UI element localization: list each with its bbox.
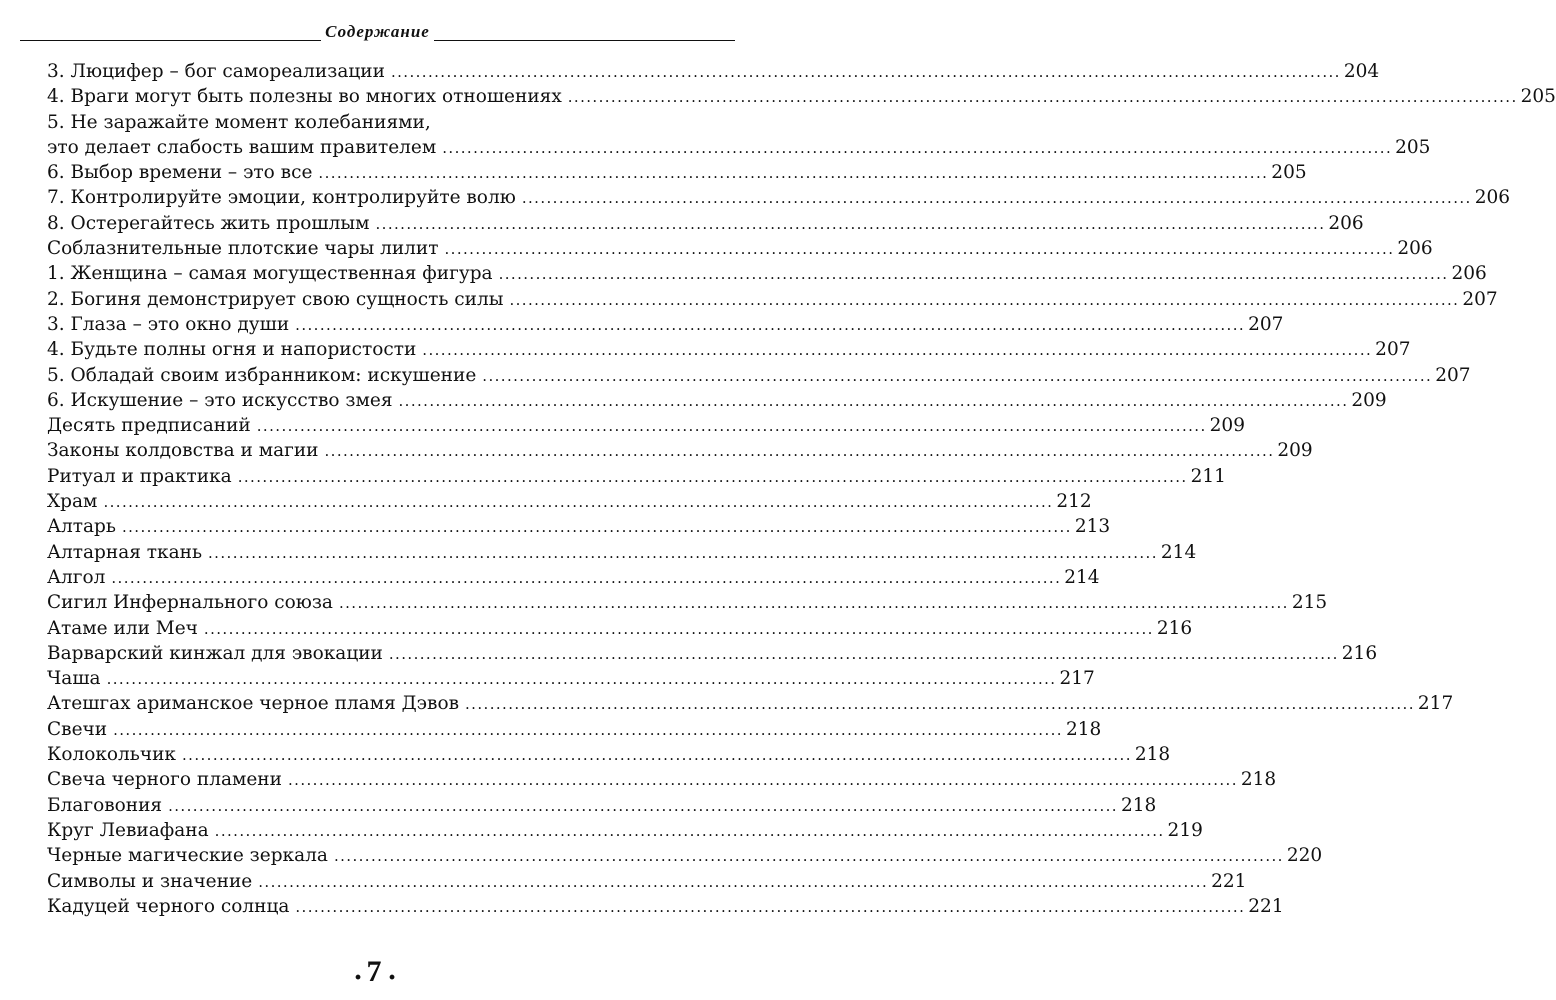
toc-entry	[47, 717, 1102, 742]
toc-entry-page: 214	[1064, 566, 1100, 588]
toc-leader-dots	[182, 743, 1132, 768]
toc-entry-label: Свечи	[47, 718, 108, 740]
toc-leader-dots	[499, 262, 1449, 287]
toc-entry	[47, 843, 1323, 868]
toc-entry-page: 204	[1343, 61, 1380, 82]
toc-entry	[47, 666, 1095, 691]
toc-entry	[47, 236, 1433, 261]
toc-entry	[47, 742, 1171, 767]
toc-leader-dots	[238, 465, 1188, 490]
toc-entry-page: 221	[1248, 895, 1284, 917]
toc-entry-label: Алтарная ткань	[47, 541, 203, 563]
toc-leader-dots	[445, 237, 1395, 262]
page-number: 7	[366, 955, 384, 988]
toc-leader-dots	[208, 541, 1158, 566]
toc-entry	[47, 438, 1313, 463]
toc-entry	[47, 59, 1380, 84]
toc-entry	[47, 616, 1193, 641]
toc-entry	[47, 641, 1378, 666]
page-header	[20, 12, 735, 41]
toc-entry-page: 220	[1286, 845, 1323, 867]
toc-entry-label: Кадуцей черного солнца	[47, 895, 290, 917]
toc-leader-dots	[482, 364, 1432, 389]
toc-leader-dots	[295, 895, 1245, 920]
toc-leader-dots	[107, 667, 1057, 692]
toc-entry-page: 207	[1248, 313, 1284, 335]
toc-leader-dots	[215, 819, 1165, 844]
toc-leader-dots	[318, 161, 1268, 186]
toc-leader-dots	[288, 768, 1238, 793]
toc-entry	[47, 388, 1387, 413]
toc-entry-label: Атаме или Меч	[47, 617, 198, 639]
toc-entry-page: 209	[1209, 415, 1245, 437]
toc-leader-dots	[568, 85, 1518, 110]
toc-entry-label: Ритуал и практика	[47, 465, 232, 487]
toc-entry	[47, 337, 1411, 362]
toc-entry-label: Алгол	[47, 566, 106, 588]
toc-entry-label: Законы колдовства и магии	[47, 440, 319, 462]
toc-entry-page: 206	[1328, 212, 1364, 234]
toc-entry	[47, 540, 1197, 565]
toc-entry	[47, 767, 1277, 792]
toc-entry-page: 218	[1134, 744, 1171, 766]
toc-entry-label: Круг Левиафана	[47, 819, 209, 841]
toc-leader-dots	[339, 591, 1289, 616]
toc-entry-page: 218	[1120, 794, 1157, 816]
footer-ornament-dot-right: .	[387, 956, 397, 986]
toc-leader-dots	[103, 490, 1053, 515]
toc-entry-page: 205	[1395, 136, 1431, 158]
toc-entry-page: 217	[1059, 668, 1095, 690]
toc-entry-page: 214	[1160, 541, 1197, 563]
toc-entry-page: 212	[1056, 491, 1092, 513]
page-title: Содержание	[321, 18, 434, 46]
toc-entry-page: 219	[1167, 819, 1203, 841]
table-of-contents	[47, 59, 1556, 919]
toc-entry-label: Свеча черного пламени	[47, 769, 282, 791]
toc-entry	[47, 818, 1203, 843]
toc-entry-page: 217	[1417, 693, 1454, 715]
toc-entry-page: 215	[1291, 592, 1328, 614]
toc-entry	[47, 160, 1307, 185]
toc-leader-dots	[422, 338, 1372, 363]
toc-leader-dots	[111, 566, 1061, 591]
toc-entry-page: 221	[1211, 870, 1247, 892]
toc-entry	[47, 464, 1226, 489]
toc-leader-dots	[509, 288, 1459, 313]
toc-entry-page: 205	[1271, 162, 1307, 184]
toc-entry	[47, 793, 1157, 818]
toc-entry	[47, 894, 1284, 919]
toc-entry	[47, 312, 1284, 337]
toc-entry-label: Сигил Инфернального союза	[47, 592, 333, 614]
toc-entry-label: это делает слабость вашим правителем	[47, 136, 437, 158]
toc-entry-label: 8. Остерегайтесь жить прошлым	[47, 212, 370, 234]
toc-entry	[47, 590, 1328, 615]
toc-entry-label: Атешгах ариманское черное пламя Дэвов	[47, 693, 460, 715]
toc-leader-dots	[257, 414, 1207, 439]
toc-entry	[47, 363, 1471, 388]
toc-leader-dots	[391, 60, 1341, 85]
toc-entry	[47, 691, 1454, 716]
toc-leader-dots	[442, 136, 1392, 161]
toc-entry-page: 216	[1156, 617, 1193, 639]
toc-leader-dots	[389, 642, 1339, 667]
toc-entry-label: Храм	[47, 491, 98, 513]
toc-leader-dots	[334, 844, 1284, 869]
toc-entry-page: 207	[1462, 288, 1498, 310]
toc-entry	[47, 489, 1092, 514]
toc-leader-dots	[122, 515, 1072, 540]
toc-entry-label: 5. Не заражайте момент колебаниями,	[47, 111, 431, 133]
toc-entry-page: 207	[1435, 364, 1471, 386]
toc-entry-label: 5. Обладай своим избранником: искушение	[47, 364, 477, 386]
toc-entry-label: 4. Будьте полны огня и напористости	[47, 339, 417, 361]
toc-entry	[47, 514, 1111, 539]
toc-entry-label: 3. Глаза – это окно души	[47, 313, 290, 335]
toc-entry-label: 2. Богиня демонстрирует свою сущность силы	[47, 288, 504, 310]
toc-leader-dots	[376, 212, 1326, 237]
toc-leader-dots	[113, 718, 1063, 743]
toc-leader-dots	[258, 870, 1208, 895]
toc-entry-page: 213	[1074, 516, 1111, 538]
toc-leader-dots	[465, 692, 1415, 717]
toc-entry-label: Символы и значение	[47, 870, 253, 892]
toc-entry-page: 206	[1397, 238, 1433, 260]
toc-entry-label: 7. Контролируйте эмоции, контролируйте волю	[47, 187, 516, 209]
toc-entry-label: Чаша	[47, 668, 101, 690]
toc-entry-label: 6. Искушение – это искусство змея	[47, 389, 393, 411]
toc-leader-dots	[325, 439, 1275, 464]
toc-entry-label: 4. Враги могут быть полезны во многих отношениях	[47, 86, 562, 108]
toc-entry-label: Благовония	[47, 794, 163, 816]
toc-entry	[47, 565, 1100, 590]
toc-entry-page: 216	[1341, 642, 1378, 664]
toc-entry	[47, 185, 1511, 210]
toc-entry	[47, 211, 1364, 236]
toc-entry-label: Черные магические зеркала	[47, 845, 328, 867]
toc-entry	[47, 869, 1247, 894]
toc-leader-dots	[204, 617, 1154, 642]
toc-entry-page: 218	[1065, 718, 1102, 740]
toc-entry-page: 209	[1351, 389, 1387, 411]
toc-entry-label: 1. Женщина – самая могущественная фигура	[47, 263, 493, 285]
toc-entry	[47, 84, 1556, 109]
toc-leader-dots	[398, 389, 1348, 414]
toc-leader-dots	[522, 186, 1472, 211]
toc-leader-dots	[168, 794, 1118, 819]
toc-entry-label: Десять предписаний	[47, 415, 251, 437]
toc-leader-dots	[295, 313, 1245, 338]
toc-entry-page: 205	[1520, 86, 1556, 108]
footer-ornament-dot-left: .	[353, 956, 363, 986]
toc-entry-page: 206	[1474, 187, 1511, 209]
toc-entry-label: 3. Люцифер – бог самореализации	[47, 61, 385, 82]
toc-entry-label: Колокольчик	[47, 744, 176, 766]
toc-entry-page: 211	[1190, 465, 1226, 487]
toc-entry-page: 209	[1277, 440, 1313, 462]
toc-entry-label: Варварский кинжал для эвокации	[47, 642, 383, 664]
toc-entry	[47, 110, 717, 135]
toc-entry	[47, 135, 1431, 160]
toc-entry-label: Соблазнительные плотские чары лилит	[47, 238, 439, 260]
toc-entry	[47, 287, 1498, 312]
toc-entry-page: 218	[1240, 769, 1277, 791]
toc-entry-label: Алтарь	[47, 516, 116, 538]
toc-entry-label: 6. Выбор времени – это все	[47, 162, 313, 184]
toc-entry	[47, 413, 1245, 438]
page-footer	[0, 955, 750, 989]
toc-entry-page: 207	[1375, 339, 1411, 361]
toc-entry-page: 206	[1451, 263, 1487, 285]
toc-entry	[47, 261, 1487, 286]
